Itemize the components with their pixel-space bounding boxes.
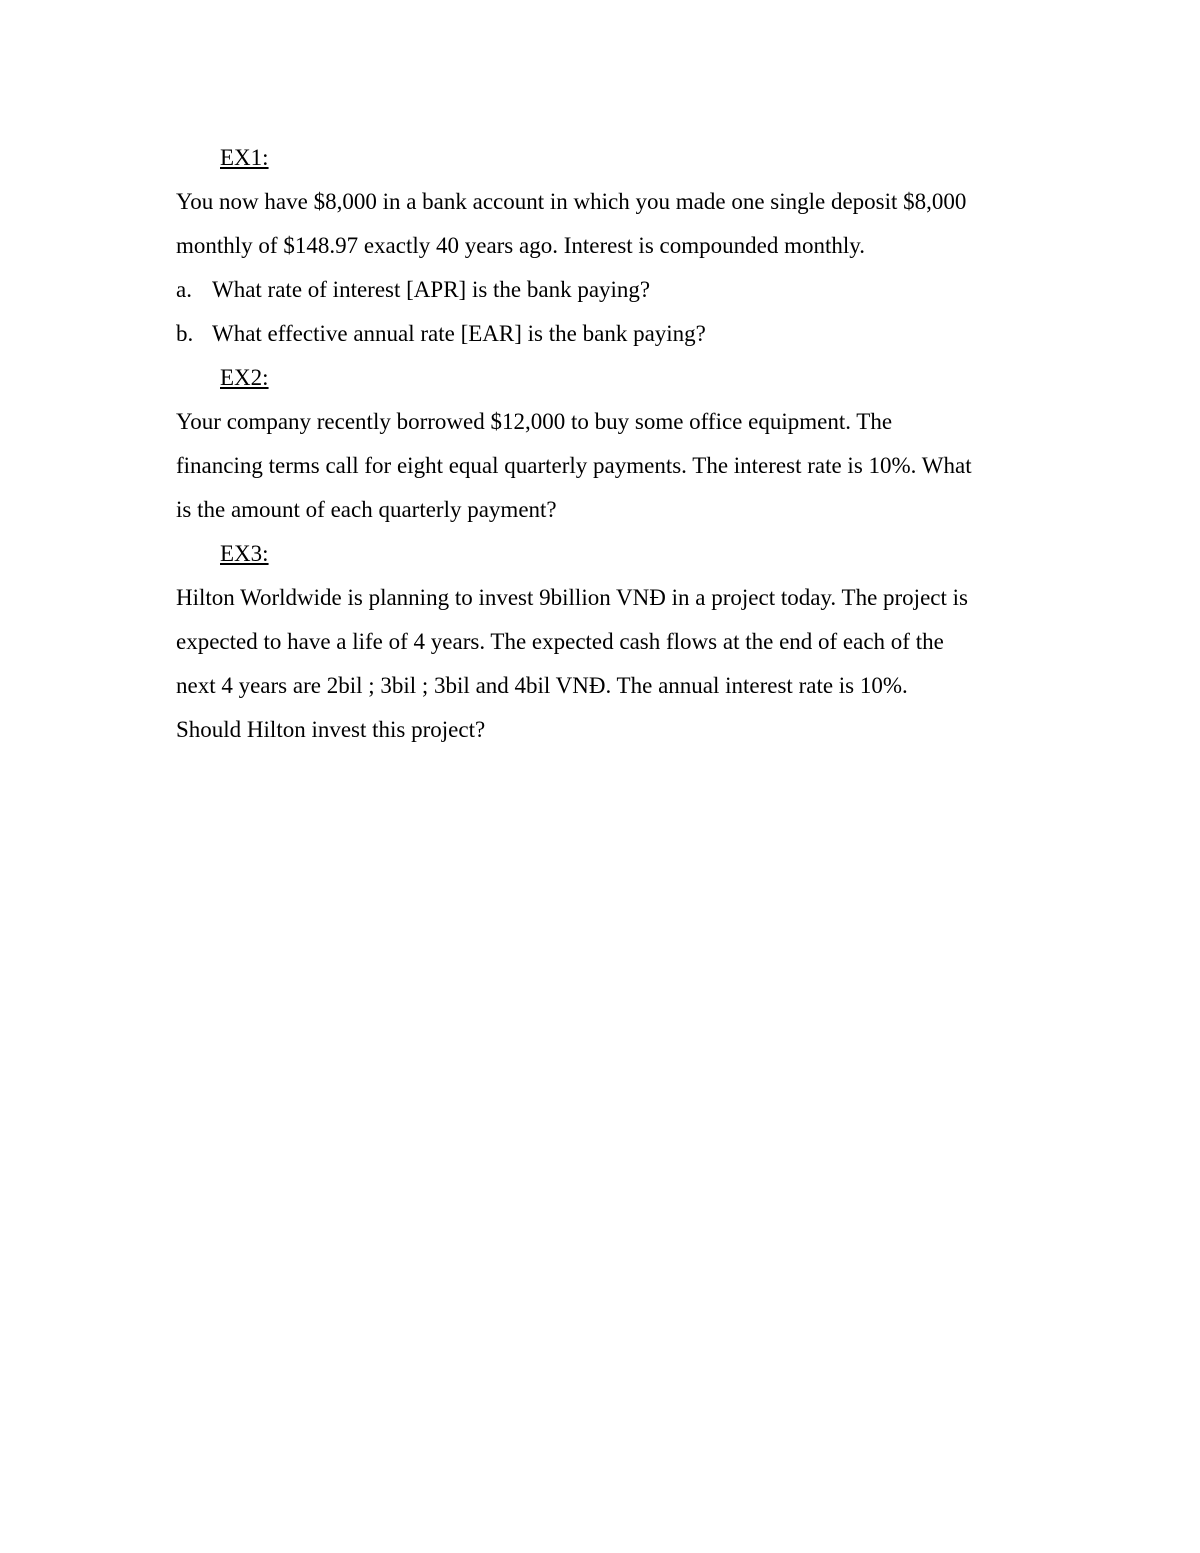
exercise-3-line-2: expected to have a life of 4 years. The expected cash flows at the end of each of the [176, 629, 944, 654]
document-content [176, 136, 1066, 752]
exercise-1-heading: EX1: [220, 145, 269, 170]
exercise-1-item-b [176, 312, 1066, 356]
exercise-3-heading: EX3: [220, 541, 269, 566]
exercise-2-line-1: Your company recently borrowed $12,000 to buy some office equipment. The [176, 409, 893, 434]
list-item-text: What effective annual rate [EAR] is the bank paying? [212, 321, 706, 346]
exercise-2-line-2: financing terms call for eight equal quarterly payments. The interest rate is 10%. What [176, 453, 972, 478]
exercise-3-line-3: next 4 years are 2bil ; 3bil ; 3bil and 4bil VNĐ. The annual interest rate is 10%. [176, 673, 908, 698]
exercise-2-heading: EX2: [220, 365, 269, 390]
exercise-2 [176, 356, 1066, 532]
list-item-text: What rate of interest [APR] is the bank paying? [212, 277, 651, 302]
exercise-3-line-1: Hilton Worldwide is planning to invest 9billion VNĐ in a project today. The project is [176, 585, 968, 610]
list-marker: a. [176, 277, 192, 302]
exercise-1-line-2: monthly of $148.97 exactly 40 years ago. Interest is compounded monthly. [176, 233, 866, 258]
exercise-3-line-4: Should Hilton invest this project? [176, 717, 486, 742]
list-marker: b. [176, 321, 194, 346]
exercise-3 [176, 532, 1066, 752]
exercise-1 [176, 136, 1066, 356]
exercise-2-line-3: is the amount of each quarterly payment? [176, 497, 557, 522]
exercise-1-line-1: You now have $8,000 in a bank account in which you made one single deposit $8,000 [176, 189, 967, 214]
exercise-1-item-a [176, 268, 1066, 312]
